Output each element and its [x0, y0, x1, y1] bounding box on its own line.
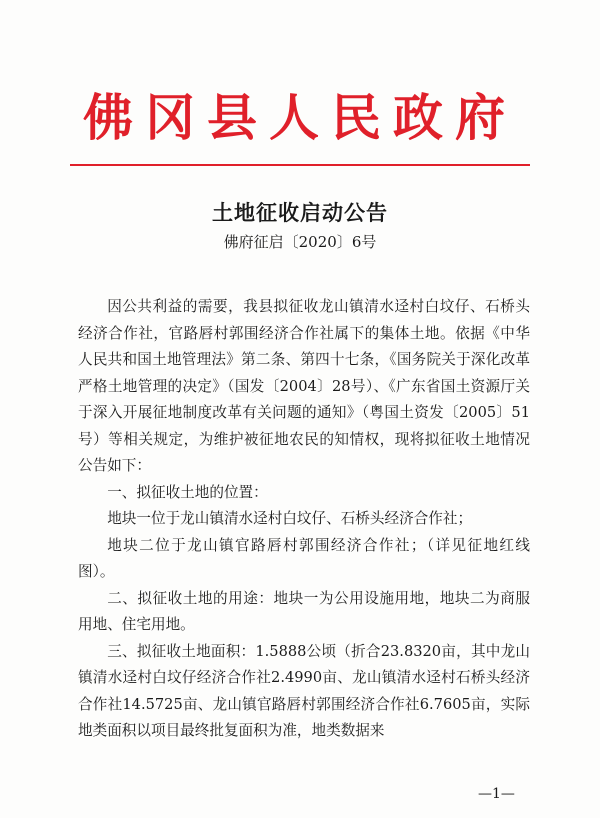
- paragraph-usage: 二、拟征收土地的用途：地块一为公用设施用地，地块二为商服用地、住宅用地。: [78, 589, 530, 633]
- paragraph-parcel-two: 地块二位于龙山镇官路唇村郭围经济合作社；（详见征地红线图）。: [78, 536, 530, 580]
- announcement-title: 土地征收启动公告: [212, 200, 388, 225]
- paragraph-area: 三、拟征收土地面积：1.5888公顷（折合23.8320亩，其中龙山镇清水迳村白坟仔经济合作社2.4990亩、龙山镇清水迳村石桥头经济合作社14.5725亩、龙山镇官路唇村郭围经济合作社6.7605亩，实际地类面积以项目最终批复面积为准，地类数据来: [78, 642, 530, 739]
- letterhead-divider: [70, 164, 530, 166]
- paragraph-intro: 因公共利益的需要，我县拟征收龙山镇清水迳村白坟仔、石桥头经济合作社，官路唇村郭围经济合作社属下的集体土地。依据《中华人民共和国土地管理法》第二条、第四十七条，《国务院关于深化改革严格土地管理的决定》（国发〔2004〕28号）、《广东省国土资源厅关于深入开展征地制度改革有关问题的通知》（粤国土资发〔2005〕51号）等相关规定，为维护被征地农民的知情权，现将拟征收土地情况公告如下：: [78, 298, 530, 474]
- document-number: 佛府征启〔2020〕6号: [223, 233, 377, 251]
- paragraph-location-heading: 一、拟征收土地的位置：: [107, 483, 268, 501]
- letterhead-title: 佛冈县人民政府: [83, 88, 517, 147]
- paragraph-parcel-one: 地块一位于龙山镇清水迳村白坟仔、石桥头经济合作社；: [107, 510, 473, 527]
- page-number: —1—: [478, 786, 515, 802]
- announcement-body: [78, 294, 530, 745]
